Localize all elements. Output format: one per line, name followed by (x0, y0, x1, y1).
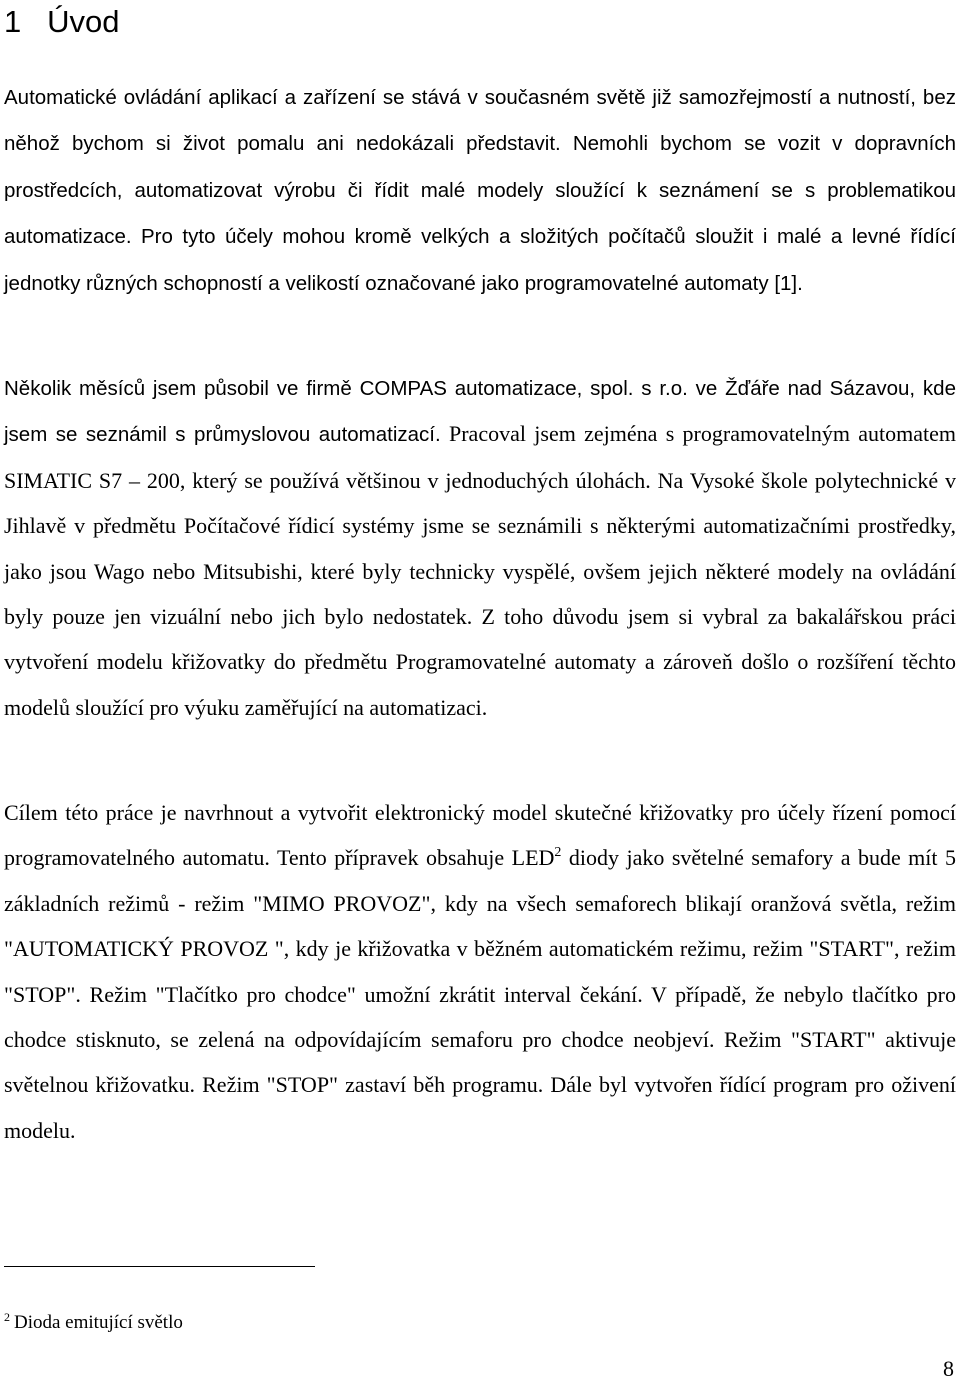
paragraph-intro (4, 74, 956, 306)
paragraph-goal (4, 790, 956, 1153)
footnote (4, 1303, 183, 1337)
chapter-number: 1 (4, 4, 22, 39)
chapter-heading (4, 2, 119, 42)
page-number: 8 (943, 1356, 954, 1381)
footnote-divider (4, 1266, 315, 1267)
paragraph-experience-part1: Několik měsíců jsem působil ve firmě COMPAS automatizace, spol. s r.o. ve Žďáře nad Sázavou, kde jsem se seznámil s průmyslovou automatizací. (4, 377, 956, 447)
paragraph-intro-part2: Pro tyto účely mohou kromě velkých a složitých počítačů sloužit i malé a levné řídící jednotky různých schopností a velikostí označované jako programovatelné automaty [1]. (4, 225, 957, 295)
paragraph-experience-part4: Z toho důvodu jsem si vybral za bakalářskou práci vytvoření modelu křižovatky do předmětu Programovatelné automaty a zároveň došlo o rozšíření těchto modelů sloužící pro výuku zaměřující na automatizaci. (4, 604, 956, 720)
footnote-text: Dioda emitující světlo (14, 1312, 183, 1333)
paragraph-intro-part1: Automatické ovládání aplikací a zařízení se stává v současném světě již samozřejmostí a nutností, bez něhož bychom si život pomalu ani nedokázali představit. Nemohli bychom se vozit v dopravních prostředcích, automatizovat výrobu či řídit malé modely sloužící k seznámení se s problematikou automatizace. (4, 86, 956, 249)
paragraph-goal-after-footnote: diody jako světelné semafory a bude mít 5 základních režimů - režim "MIMO PROVOZ", kdy na všech semaforech blikají oranžová světla, režim "AUTOMATICKÝ PROVOZ ", kdy je křižovatka v běžném automatickém režimu, režim "START", režim "STOP". Režim "Tlačítko pro chodce" umožní zkrátit interval čekání. V případě, že nebylo tlačítko pro chodce stisknuto, se zelená na odpovídajícím semaforu pro chodce neobjeví. Režim "START" aktivuje světelnou křižovatku. Režim "STOP" zastaví běh programu. Dále byl vytvořen řídící program pro oživení modelu. (4, 845, 956, 1143)
footnote-reference: 2 (554, 845, 562, 861)
paragraph-experience-part3: Na Vysoké škole polytechnické v Jihlavě v předmětu Počítačové řídicí systémy jsme se seznámili s některými automatizačními prostředky, jako jsou Wago nebo Mitsubishi, které byly technicky vyspělé, ovšem jejich některé modely na ovládání byly pouze jen vizuální nebo jich bylo nedostatek. (4, 467, 957, 630)
paragraph-experience (4, 365, 956, 730)
footnote-marker: 2 (4, 1310, 10, 1324)
paragraph-goal-before-footnote: Cílem této práce je navrhnout a vytvořit elektronický model skutečné křižovatky pro účely řízení pomocí programovatelného automatu. Tento přípravek obsahuje LED (4, 800, 956, 871)
chapter-title: Úvod (47, 4, 120, 39)
paragraph-experience-part2: Pracoval jsem zejména s programovatelným automatem SIMATIC S7 – 200, který se používá většinou v jednoduchých úlohách. (4, 421, 957, 493)
